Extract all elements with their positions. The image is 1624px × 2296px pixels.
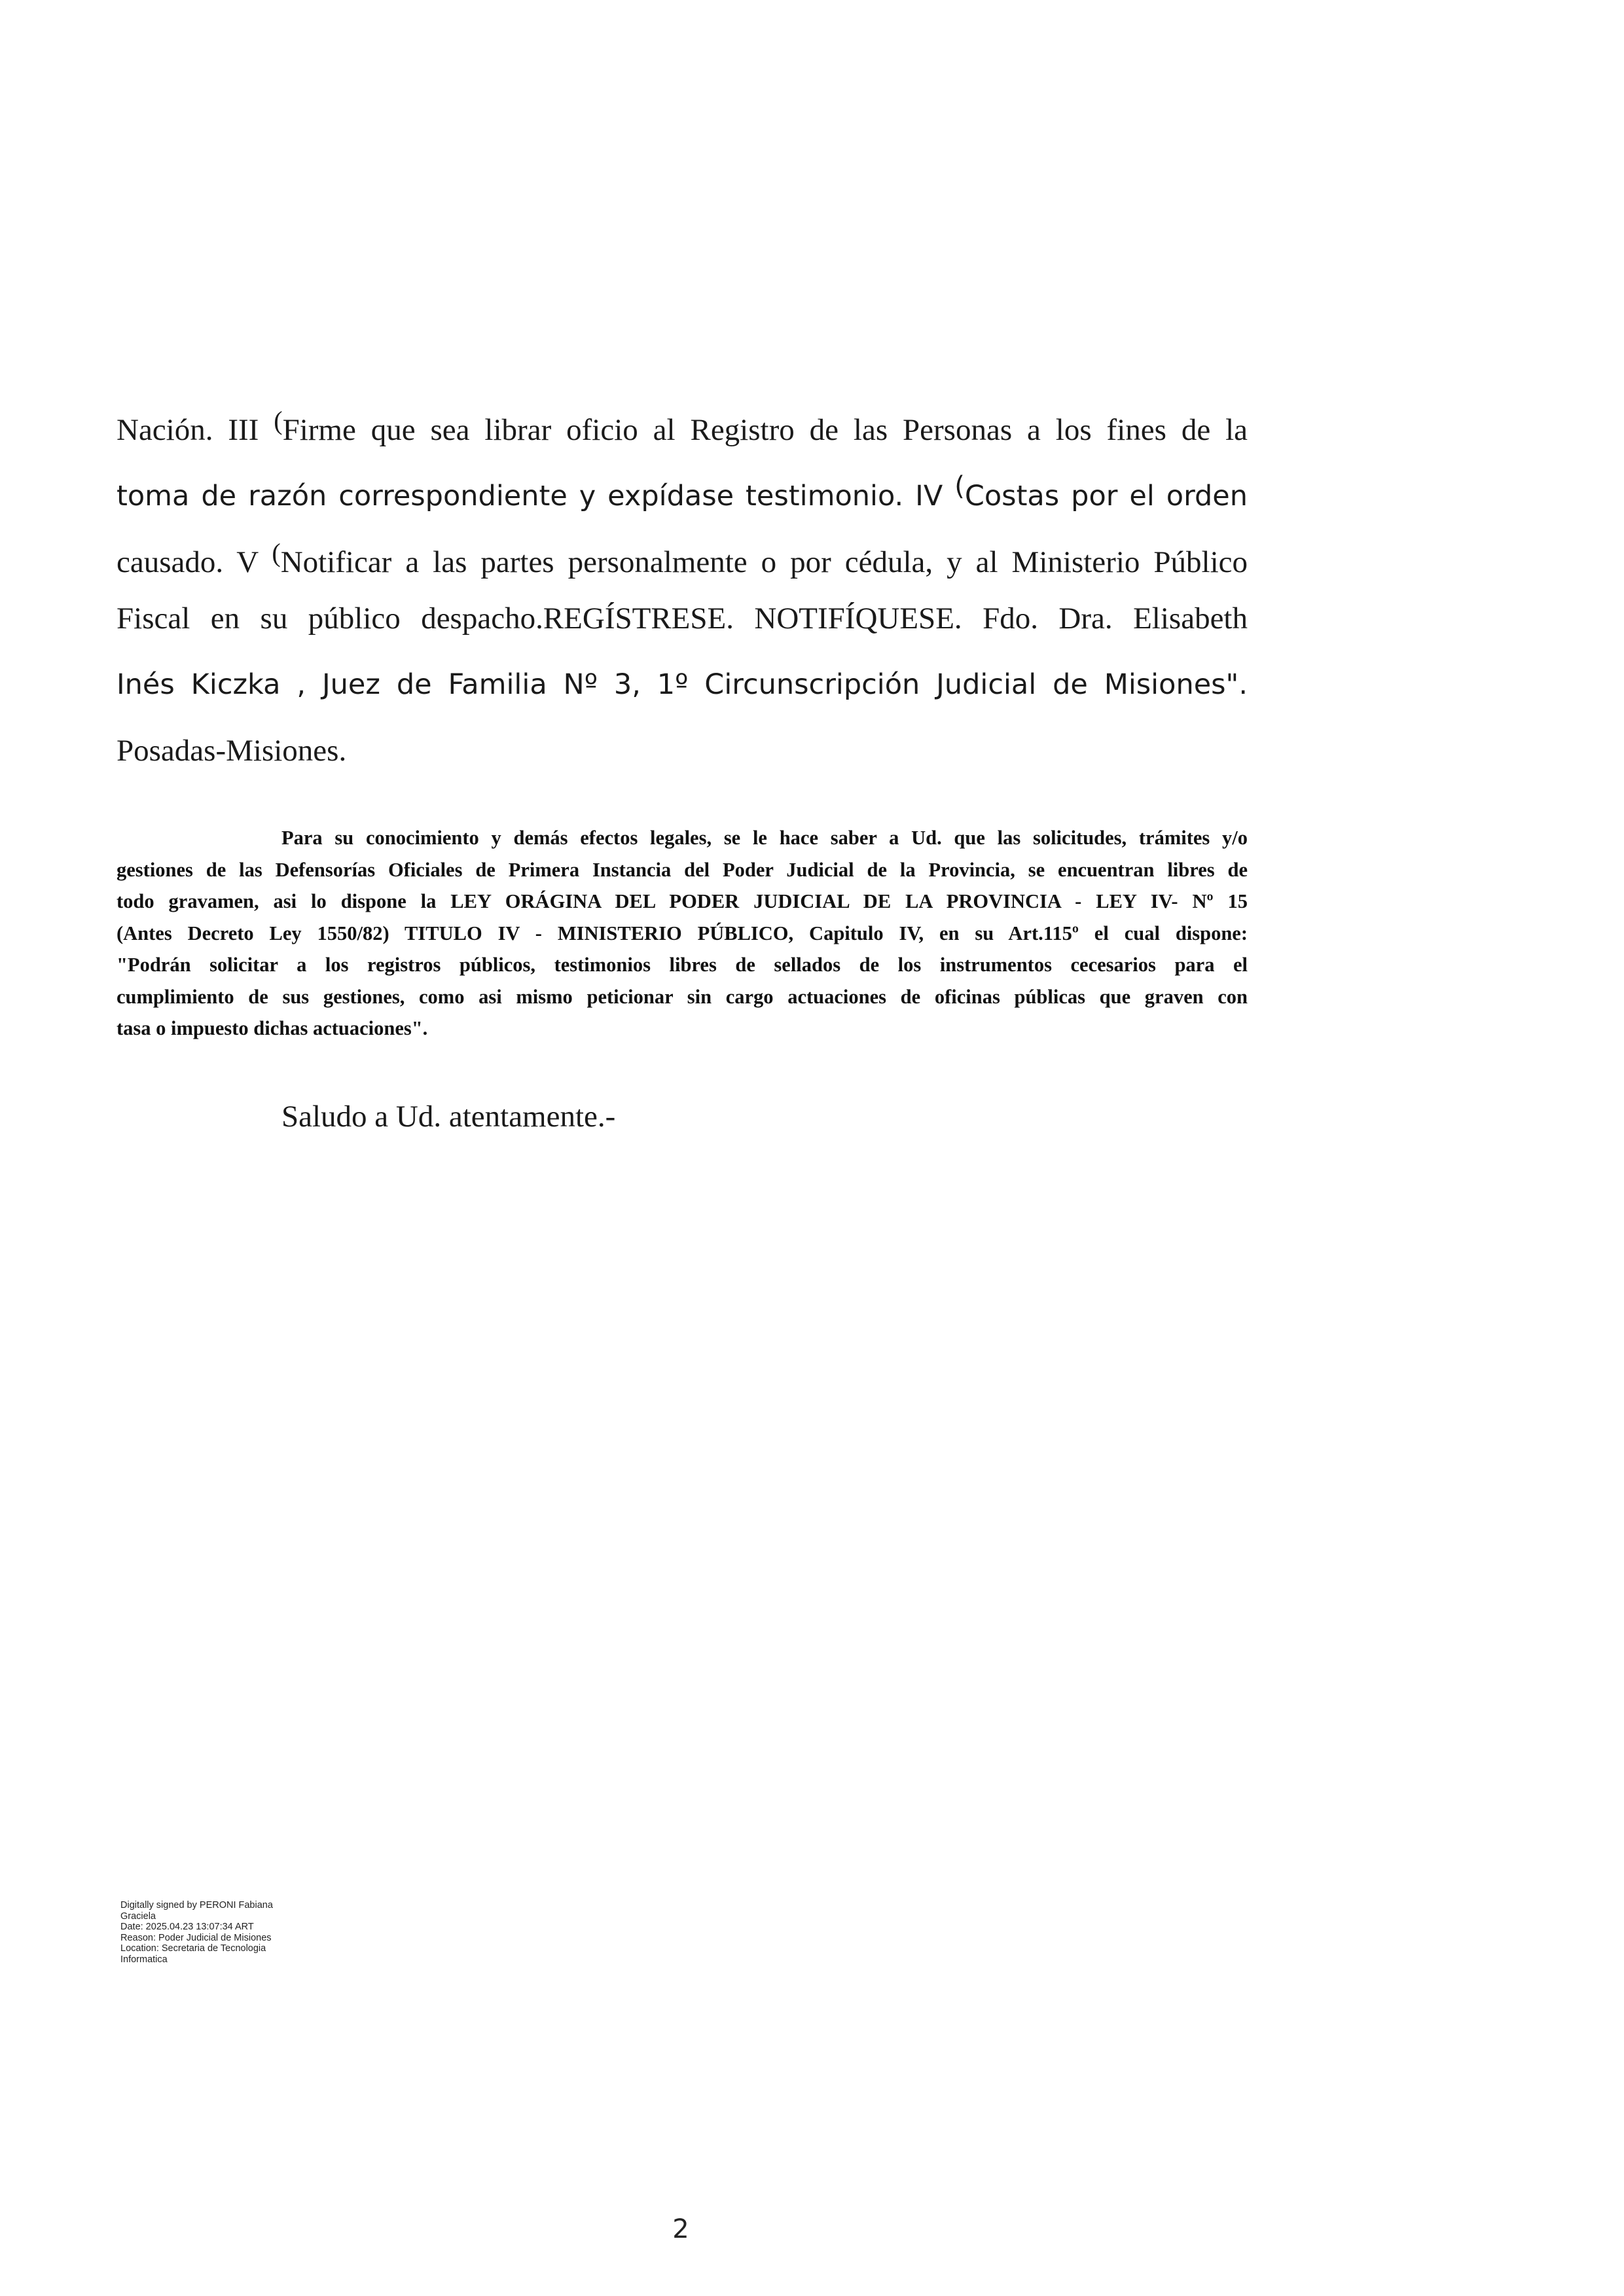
raised-parenthesis: ( [274,406,283,435]
notice-line: cumplimiento de sus gestiones, como asi mismo peticionar sin cargo actuaciones de oficinas públicas que graven con [117,985,1248,1008]
body-line [117,652,1248,718]
body-line [117,520,1248,586]
raised-parenthesis: ( [954,471,965,501]
body-line-text: Firme que sea librar oficio al Registro de las Personas a los fines de la [282,413,1248,447]
signature-line: Digitally signed by PERONI Fabiana [120,1900,273,1910]
body-line-text: Nación. III [117,413,274,447]
page-number: 2 [672,2214,689,2244]
signature-line: Graciela [120,1910,156,1922]
signature-reason: Reason: Poder Judicial de Misiones [120,1932,272,1943]
body-line-text: Posadas-Misiones. [117,734,347,768]
body-line-text: Inés Kiczka , Juez de Familia Nº 3, 1º Circunscripción Judicial de Misiones". [117,668,1248,701]
body-line [117,718,1248,784]
body-line-text: Notificar a las partes personalmente o por cédula, y al Ministerio Público [280,545,1248,579]
notice-line: (Antes Decreto Ley 1550/82) TITULO IV - MINISTERIO PÚBLICO, Capitulo IV, en su Art.115º el cual dispone: [117,922,1248,944]
notice-line: gestiones de las Defensorías Oficiales de Primera Instancia del Poder Judicial de la Provincia, se encuentran libres de [117,858,1248,881]
body-line [117,387,1248,454]
raised-parenthesis: ( [272,538,281,567]
digital-signature-block [120,1900,317,1965]
body-line-text: Costas por el orden [964,480,1248,512]
body-line-text: Fiscal en su público despacho.REGÍSTRESE. NOTIFÍQUESE. Fdo. Dra. Elisabeth [117,601,1248,636]
notice-line: Para su conocimiento y demás efectos legales, se le hace saber a Ud. que las solicitudes, trámites y/o [281,827,1248,849]
signature-location: Location: Secretaria de Tecnologia [120,1943,266,1954]
notice-line: "Podrán solicitar a los registros públicos, testimonios libres de sellados de los instrumentos cecesarios para el [117,954,1248,976]
notice-line: todo gravamen, asi lo dispone la LEY ORÁGINA DEL PODER JUDICIAL DE LA PROVINCIA - LEY IV- Nº 15 [117,890,1248,912]
body-line-text: toma de razón correspondiente y expídase testimonio. IV [117,480,955,512]
body-line [117,454,1248,520]
legal-notice [117,822,1248,1045]
signature-line: Informatica [120,1954,168,1965]
closing-salutation: Saludo a Ud. atentamente.- [281,1100,616,1134]
body-line [117,586,1248,652]
notice-line: tasa o impuesto dichas actuaciones". [117,1017,428,1039]
body-line-text: causado. V [117,545,272,579]
resolution-text [117,387,1248,784]
signature-date: Date: 2025.04.23 13:07:34 ART [120,1922,254,1932]
